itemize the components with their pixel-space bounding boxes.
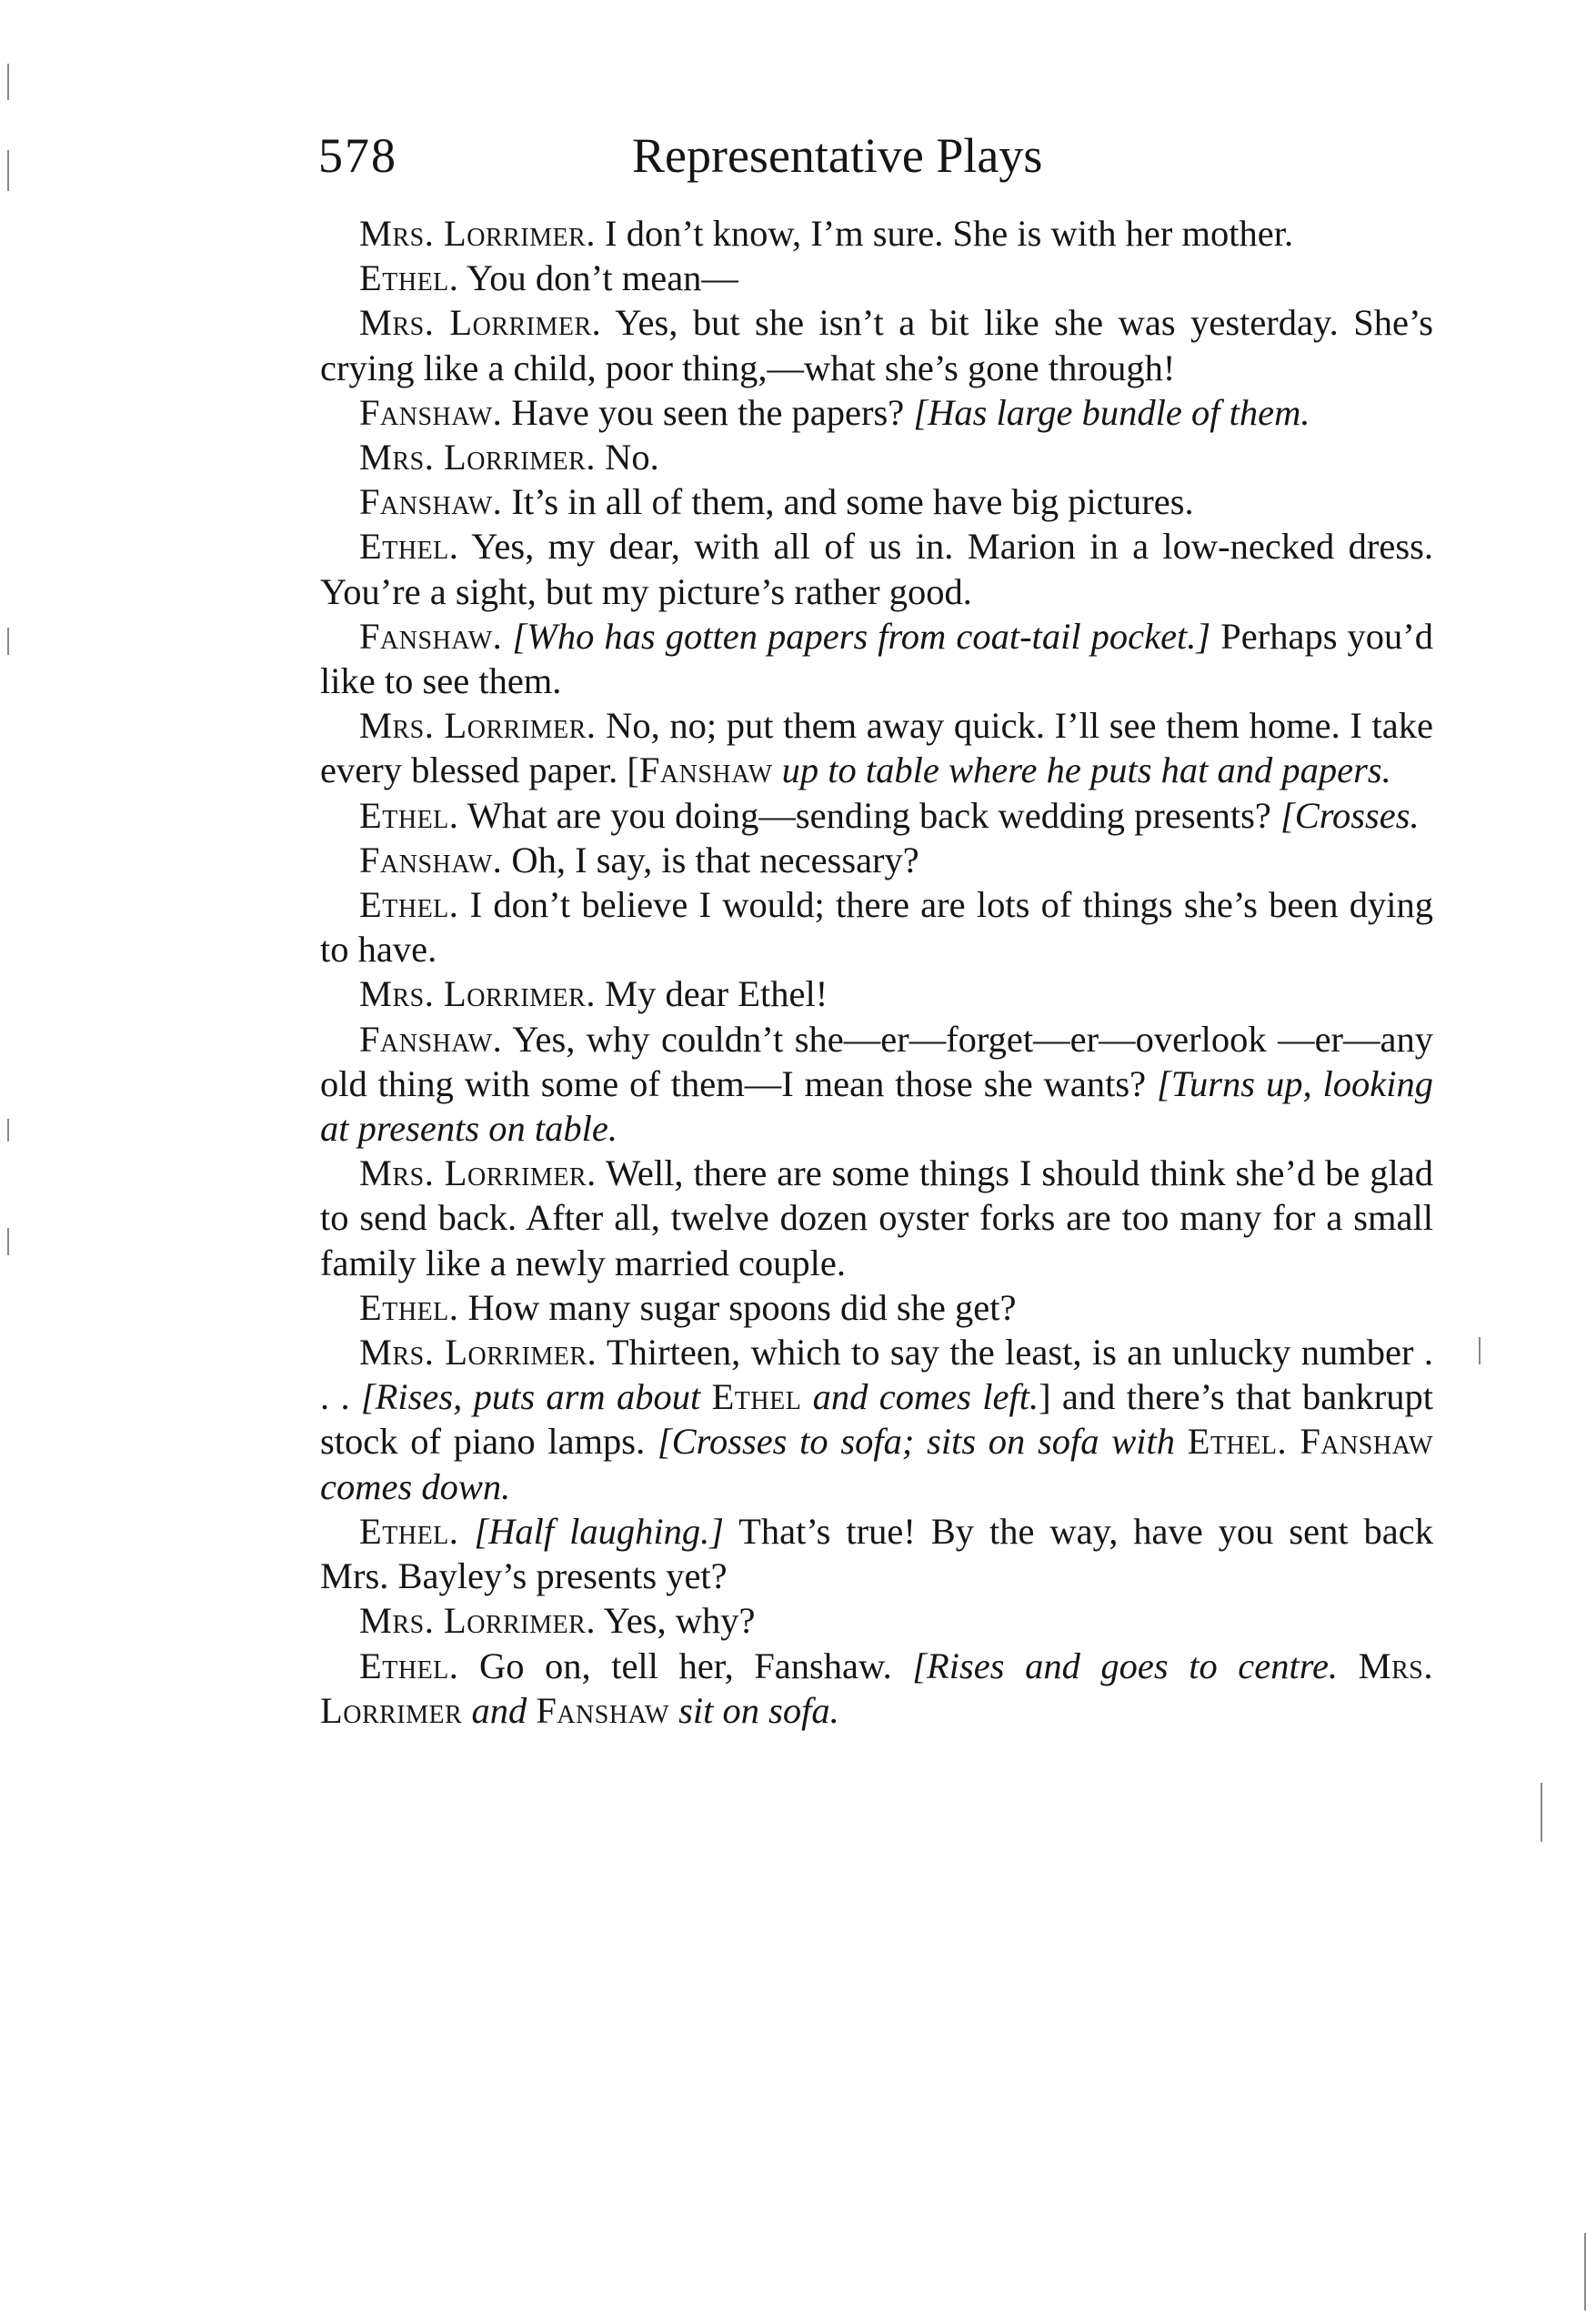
speaker-name: Mrs. Lorrimer. [359, 302, 602, 344]
speaker-name: Mrs. Lorrimer. [359, 437, 596, 478]
stage-direction: [Who has gotten papers from coat-tail pocket.] [512, 615, 1211, 657]
dialogue-text: Yes, but she isn’t a bit like she was yesterday. She’s crying like a child, poor thing,—what she’s gone through! [320, 302, 1434, 388]
dialogue-paragraph [320, 793, 1433, 838]
speaker-name: Mrs. Lorrimer. [359, 973, 596, 1015]
speaker-name: Fanshaw. [359, 839, 503, 880]
scan-margin-mark [1479, 1337, 1481, 1364]
dialogue-text: Yes, my dear, with all of us in. Marion in a low-necked dress. You’re a sight, but my picture’s rather good. [320, 526, 1433, 612]
running-title: Representative Plays [632, 128, 1043, 183]
dialogue-paragraph [320, 524, 1433, 613]
dialogue-text: I don’t know, I’m sure. She is with her mother. [605, 213, 1294, 254]
dialogue-text: Well, there are some things I should think she’d be glad to send back. After all, twelve dozen oyster forks are too many for a small family like a newly married couple. [320, 1152, 1433, 1283]
dialogue-paragraph [320, 614, 1433, 703]
dialogue-paragraph [320, 882, 1433, 971]
speaker-name: Ethel. [359, 884, 459, 926]
dialogue-paragraph [320, 435, 1433, 479]
dialogue-text: Go on, tell her, Fanshaw. [478, 1645, 913, 1686]
stage-direction: up to table where he puts hat and papers. [772, 750, 1391, 791]
dialogue-paragraph [320, 300, 1433, 389]
dialogue-paragraph [320, 1330, 1433, 1509]
dialogue-paragraph [320, 211, 1433, 256]
dialogue-paragraph [320, 1285, 1433, 1330]
stage-direction: sit on sofa. [668, 1689, 839, 1731]
speaker-name: Ethel. [359, 257, 459, 299]
dialogue-text: I don’t believe I would; there are lots of things she’s been dying to have. [320, 884, 1434, 971]
speaker-name: Ethel. [359, 794, 459, 836]
scan-margin-mark [1584, 2233, 1586, 2310]
dialogue-paragraph [320, 390, 1433, 435]
character-name: Ethel [711, 1376, 802, 1418]
dialogue-text: ] and there’s that bankrupt stock of piano lamps. [320, 1376, 1434, 1463]
page-number: 578 [318, 128, 397, 183]
speaker-name: Ethel. [359, 1510, 459, 1552]
dialogue-text: You don’t mean— [467, 257, 738, 299]
speaker-name: Ethel. [359, 1645, 459, 1686]
speaker-name: Ethel. [359, 1286, 459, 1328]
dialogue-text: No, no; put them away quick. I’ll see them home. I take every blessed paper. [ [320, 705, 1434, 791]
page-header [318, 127, 1437, 200]
play-text [320, 211, 1433, 1733]
character-name: Mrs. Lorrimer [320, 1645, 1434, 1731]
scan-margin-mark [7, 1119, 9, 1142]
speaker-name: Fanshaw. [359, 1018, 503, 1060]
character-name: Ethel. Fanshaw [1187, 1421, 1433, 1463]
speaker-name: Fanshaw. [359, 615, 503, 657]
dialogue-text: Perhaps you’d like to see them. [320, 615, 1433, 702]
scan-margin-mark [1541, 1783, 1542, 1842]
character-name: Fanshaw [536, 1689, 669, 1731]
stage-direction: [Crosses to sofa; sits on sofa with [657, 1421, 1188, 1463]
dialogue-text: Yes, why couldn’t she—er—forget—er—overlook —er—any old thing with some of them—I mean those she wants? [320, 1018, 1434, 1104]
stage-direction: and comes left. [801, 1376, 1039, 1418]
stage-direction: and [462, 1689, 537, 1731]
dialogue-text: No. [605, 437, 659, 478]
dialogue-paragraph [320, 1151, 1433, 1285]
stage-direction: comes down. [320, 1465, 511, 1507]
scan-margin-mark [7, 628, 9, 655]
dialogue-paragraph [320, 1644, 1433, 1733]
dialogue-paragraph [320, 479, 1433, 524]
speaker-name: Mrs. Lorrimer. [359, 1152, 597, 1194]
speaker-name: Fanshaw. [359, 481, 503, 523]
dialogue-text: How many sugar spoons did she get? [467, 1286, 1017, 1328]
dialogue-paragraph [320, 703, 1433, 792]
dialogue-paragraph [320, 971, 1433, 1016]
dialogue-paragraph [320, 1509, 1433, 1598]
scan-margin-mark [7, 150, 9, 191]
dialogue-text: That’s true! By the way, have you sent back Mrs. Bayley’s presents yet? [320, 1510, 1434, 1597]
speaker-name: Mrs. Lorrimer. [359, 705, 597, 747]
speaker-name: Fanshaw. [359, 391, 503, 433]
dialogue-text: My dear Ethel! [605, 973, 828, 1015]
dialogue-text: Thirteen, which to say the least, is an unlucky number . . . [320, 1332, 1433, 1418]
stage-direction: [Crosses. [1280, 794, 1420, 836]
scan-margin-mark [7, 1228, 9, 1255]
dialogue-text: Have you seen the papers? [511, 391, 914, 433]
speaker-name: Mrs. Lorrimer. [359, 1332, 597, 1373]
speaker-name: Mrs. Lorrimer. [359, 1600, 596, 1642]
speaker-name: Ethel. [359, 526, 459, 568]
character-name: Fanshaw [638, 750, 773, 791]
dialogue-paragraph [320, 256, 1433, 300]
dialogue-paragraph [320, 1017, 1433, 1152]
stage-direction: [Has large bundle of them. [913, 391, 1310, 433]
stage-direction: [Half laughing.] [474, 1510, 724, 1552]
dialogue-text: What are you doing—sending back wedding presents? [467, 794, 1280, 836]
stage-direction: [Rises, puts arm about [360, 1376, 712, 1418]
scan-margin-mark [7, 64, 9, 100]
dialogue-paragraph [320, 1598, 1433, 1643]
dialogue-text: Oh, I say, is that necessary? [511, 839, 919, 880]
dialogue-text: Yes, why? [603, 1600, 756, 1642]
stage-direction: [Rises and goes to centre. [912, 1645, 1359, 1686]
stage-direction: [Turns up, looking at presents on table. [320, 1062, 1433, 1150]
dialogue-paragraph [320, 838, 1433, 882]
speaker-name: Mrs. Lorrimer. [359, 213, 596, 254]
dialogue-text: It’s in all of them, and some have big pictures. [511, 481, 1194, 523]
